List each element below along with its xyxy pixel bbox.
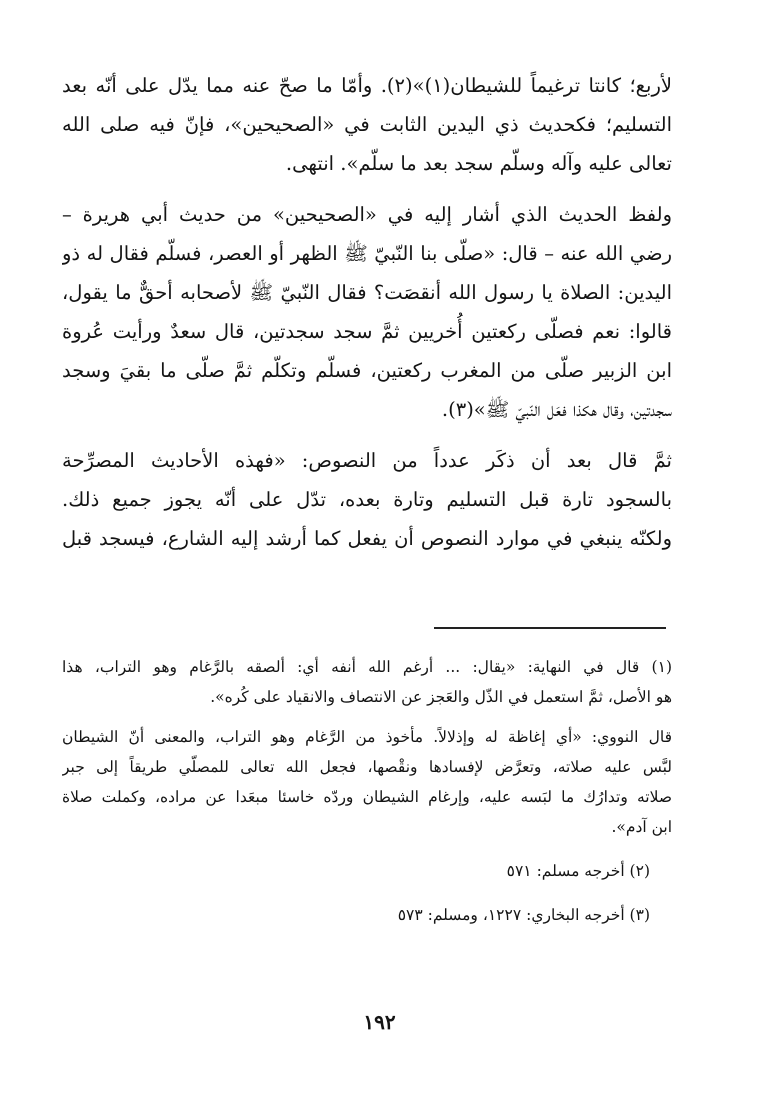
body-line: لأربع؛ كانتا ترغيماً للشيطان(١)»(٢). وأمّا ما صحّ عنه مما يدّل على أنّه بعد: [62, 74, 672, 97]
footnote-1-line: (١) قال في النهاية: «يقال: ... أرغم الله أنفه أي: ألصقه بالرَّغام وهو التراب، هذا: [62, 658, 672, 676]
footnote-1-nawawi-line: صلاته وتدارُك ما لبَسه عليه، وإرغام الشيطان وردّه خاسئا مبعَدا عن مراده، وكملت صلاة: [62, 788, 672, 806]
body-line: رضي الله عنه – قال: «صلّى بنا النّبيّ ﷺ الظهر أو العصر، فسلّم فقال له ذو: [62, 242, 672, 265]
body-line: بالسجود تارة قبل التسليم وتارة بعده، تدّل على أنّه يجوز جميع ذلك.: [62, 488, 672, 511]
footnote-2: (٢) أخرجه مسلم: ٥٧١: [506, 862, 650, 880]
body-line: سجدتين، وقال هكذا فعَل النّبيّ ﷺ»(٣).: [441, 398, 672, 421]
footnote-1-nawawi-line: ابن آدم».: [611, 818, 672, 836]
footnote-1-nawawi-line: لبَّس عليه صلاته، وتعرَّض لإفسادها ونقْصها، فجعل الله تعالى للمصلّي طريقاً إلى جبر: [62, 758, 672, 776]
body-line: ثمَّ قال بعد أن ذكَر عدداً من النصوص: «فهذه الأحاديث المصرِّحة: [62, 449, 672, 472]
page-number: ١٩٢: [363, 1010, 396, 1034]
body-line: تعالى عليه وآله وسلّم سجد بعد ما سلّم». انتهى.: [285, 152, 672, 175]
footnote-3: (٣) أخرجه البخاري: ١٢٢٧، ومسلم: ٥٧٣: [397, 906, 650, 924]
body-line: قالوا: نعم فصلّى ركعتين أُخريين ثمَّ سجد سجدتين، قال سعدٌ ورأيت عُروة: [62, 320, 672, 343]
footnote-1-nawawi-line: قال النووي: «أي إغاظة له وإذلالاً. مأخوذ من الرَّغام وهو التراب، والمعنى أنّ الشيطان: [62, 728, 672, 746]
body-line: ولفظ الحديث الذي أشار إليه في «الصحيحين» من حديث أبي هريرة –: [62, 203, 672, 226]
body-line: التسليم؛ فكحديث ذي اليدين الثابت في «الصحيحين»، فإنّ فيه صلى الله: [62, 113, 672, 136]
body-text: [62, 66, 672, 558]
footnote-1-line: هو الأصل، ثمَّ استعمل في الذّل والعَجز عن الانتصاف والانقياد على كُره».: [210, 688, 672, 706]
body-line: ابن الزبير صلّى من المغرب ركعتين، فسلّم وتكلّم ثمَّ صلّى ما بقيَ وسجد: [62, 359, 672, 382]
body-line: ولكنّه ينبغي في موارد النصوص أن يفعل كما أرشد إليه الشارع، فيسجد قبل: [62, 527, 672, 550]
body-line: اليدين: الصلاة يا رسول الله أنقصَت؟ فقال النّبيّ ﷺ لأصحابه أحقٌّ ما يقول،: [62, 281, 672, 304]
footnotes: [62, 652, 672, 930]
footnote-separator: [434, 627, 666, 629]
